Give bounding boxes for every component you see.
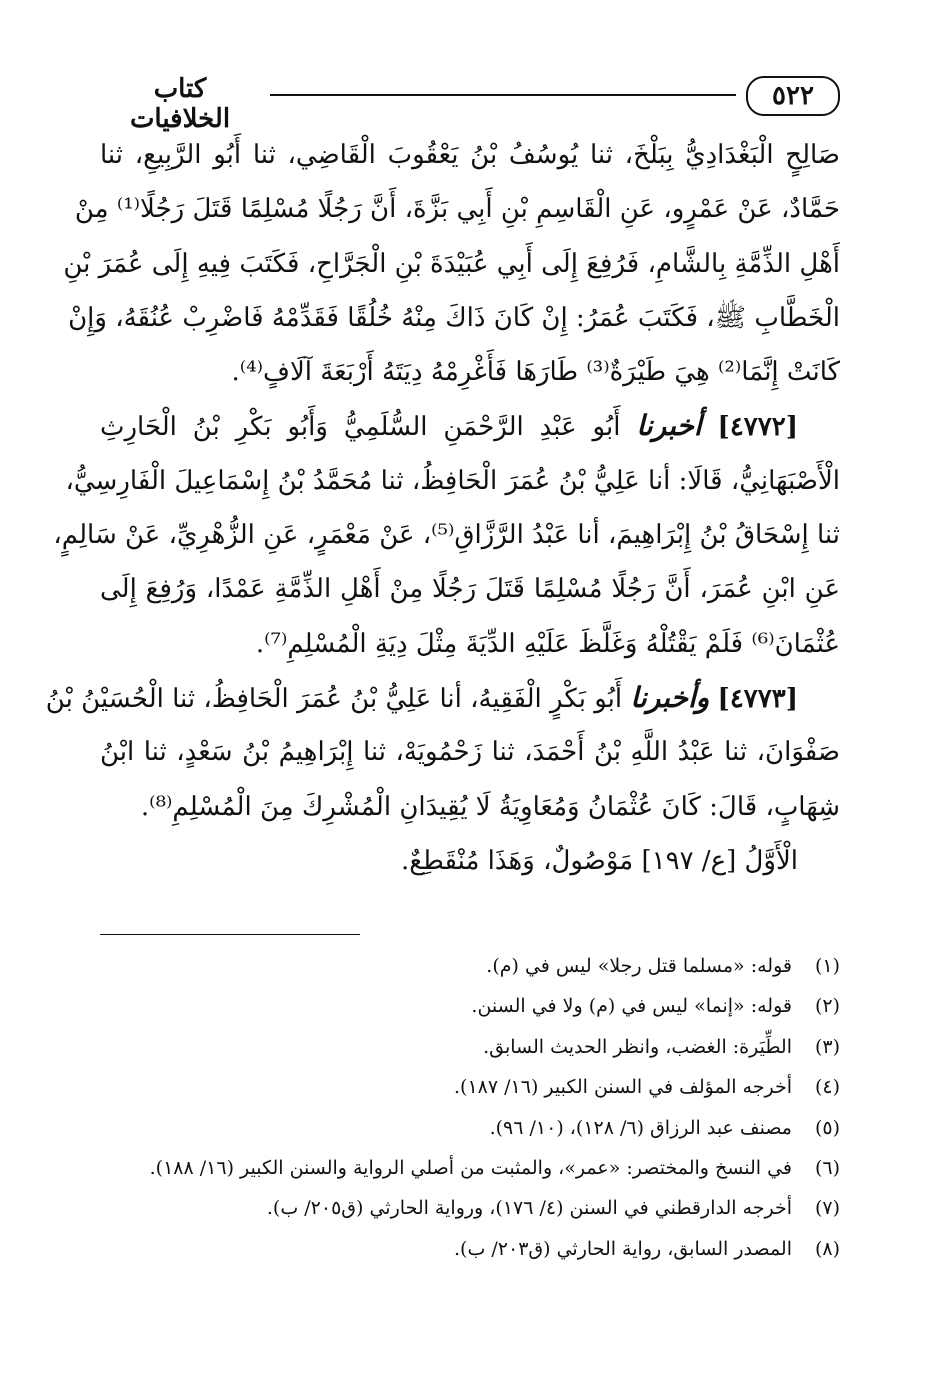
page-number: ٥٢٢ <box>746 76 840 116</box>
footnote-text: المصدر السابق، رواية الحارثي (ق٢٠٣/ ب). <box>454 1237 792 1260</box>
footnote-number: (١) <box>814 955 840 977</box>
footnote-text: أخرجه المؤلف في السنن الكبير (١٦/ ١٨٧). <box>454 1076 792 1099</box>
text-line: عَنِ ابْنِ عُمَرَ، أَنَّ رَجُلًا مُسْلِمًا قَتَلَ رَجُلًا مِنْ أَهْلِ الذِّمَّةِ عَمْدًا، وَرُفِعَ إِلَى <box>100 574 840 605</box>
text-line: عُثْمَانَ⁽⁶⁾ فَلَمْ يَقْتُلْهُ وَغَلَّظَ عَلَيْهِ الدِّيَةَ مِثْلَ دِيَةِ الْمُسْلِمِ⁽⁷⁾. <box>255 628 840 659</box>
text-line: صَالِحٍ الْبَغْدَادِيُّ بِبَلْخَ، ثنا يُوسُفُ بْنُ يَعْقُوبَ الْقَاضِي، ثنا أَبُو الرَّبِيعِ، ثنا <box>100 140 840 170</box>
footnote <box>100 1108 840 1148</box>
hadith-keyword: وأخبرنا <box>630 680 710 714</box>
footnote <box>100 1067 840 1107</box>
footnote-separator <box>100 934 360 935</box>
hadith-4772-first-line <box>100 399 840 453</box>
header-rule <box>270 94 736 96</box>
text-line: الْأَصْبَهَانِيُّ، قَالَا: أنا عَلِيُّ بْنُ عُمَرَ الْحَافِظُ، ثنا مُحَمَّدُ بْنُ إِسْمَاعِيلَ الْفَارِسِيُّ، <box>65 465 840 496</box>
footnote-text: الطِّيَرة: الغضب، وانظر الحديث السابق. <box>483 1035 792 1058</box>
footnote-number: (٣) <box>814 1035 840 1058</box>
footnote-number: (٥) <box>814 1116 840 1139</box>
text-line: صَفْوَانَ، ثنا عَبْدُ اللَّهِ بْنُ أَحْمَدَ، ثنا زَحْمُويَهْ، ثنا إِبْرَاهِيمُ بْنُ سَعْدٍ، ثنا ابْنُ <box>100 737 840 768</box>
text-span: أَبُو عَبْدِ الرَّحْمَنِ السُّلَمِيُّ وَأَبُو بَكْرِ بْنُ الْحَارِثِ <box>100 412 621 443</box>
text-line: الْخَطَّابِ ﷺ، فَكَتَبَ عُمَرُ: إِنْ كَانَ ذَاكَ مِنْهُ خُلُقًا فَقَدِّمْهُ فَاضْرِبْ عُنُقَهُ، وَإِنْ <box>68 302 840 333</box>
footnote-text: أخرجه الدارقطني في السنن (٤/ ١٧٦)، ورواية الحارثي (ق٢٠٥/ ب). <box>266 1197 792 1220</box>
hadith-4773-first-line <box>45 671 840 725</box>
footnote <box>100 946 840 986</box>
footnote <box>100 1148 840 1188</box>
footnote <box>100 1027 840 1067</box>
footnote <box>100 1188 840 1228</box>
footnote-text: قوله: «مسلما قتل رجلا» ليس في (م). <box>486 955 792 977</box>
hadith-number: [٤٧٧٣] <box>717 683 798 714</box>
page-header <box>100 70 840 134</box>
footnote-number: (٢) <box>814 995 840 1018</box>
footnote-number: (٧) <box>814 1197 840 1220</box>
footnote-number: (٤) <box>814 1076 840 1099</box>
closing-line: الْأَوَّلُ [ع/ ١٩٧] مَوْصُولٌ، وَهَذَا مُنْقَطِعٌ. <box>401 845 798 876</box>
text-line: شِهَابٍ، قَالَ: كَانَ عُثْمَانُ وَمُعَاوِيَةُ لَا يُقِيدَانِ الْمُشْرِكَ مِنَ الْمُسْلِمِ⁽⁸⁾. <box>140 791 840 822</box>
main-text <box>45 128 840 888</box>
footnote-text: قوله: «إنما» ليس في (م) ولا في السنن. <box>471 995 792 1018</box>
hadith-number: [٤٧٧٢] <box>717 412 799 443</box>
footnote-number: (٦) <box>814 1156 840 1179</box>
text-span: أَبُو بَكْرٍ الْفَقِيهُ، أنا عَلِيُّ بْنُ عُمَرَ الْحَافِظُ، ثنا الْحُسَيْنُ بْنُ <box>45 683 623 714</box>
text-line: كَانَتْ إِنَّمَا⁽²⁾ هِيَ طَيْرَةٌ⁽³⁾ طَارَهَا فَأَغْرِمْهُ دِيَتَهُ أَرْبَعَةَ آلَافٍ⁽⁴⁾. <box>231 357 840 388</box>
book-title: كتاب الخلافيات <box>129 74 231 134</box>
footnote <box>100 986 840 1026</box>
text-line: أَهْلِ الذِّمَّةِ بِالشَّامِ، فَرُفِعَ إِلَى أَبِي عُبَيْدَةَ بْنِ الْجَرَّاحِ، فَكَتَبَ فِيهِ إِلَى عُمَرَ بْنِ <box>63 248 840 279</box>
footnote <box>100 1229 840 1269</box>
hadith-keyword: أخبرنا <box>636 409 702 443</box>
footnote-text: مصنف عبد الرزاق (٦/ ١٢٨)، (١٠/ ٩٦). <box>489 1116 792 1139</box>
footnote-text: في النسخ والمختصر: «عمر»، والمثبت من أصلي الرواية والسنن الكبير (١٦/ ١٨٨). <box>149 1156 792 1179</box>
footnotes <box>100 946 840 1269</box>
text-line: ثنا إِسْحَاقُ بْنُ إِبْرَاهِيمَ، أنا عَبْدُ الرَّزَّاقِ⁽⁵⁾، عَنْ مَعْمَرٍ، عَنِ الزُّهْرِيِّ، عَنْ سَالِمٍ، <box>53 520 840 551</box>
footnote-number: (٨) <box>814 1237 840 1260</box>
text-line: حَمَّادٌ، عَنْ عَمْرٍو، عَنِ الْقَاسِمِ بْنِ أَبِي بَزَّةَ، أَنَّ رَجُلًا مُسْلِمًا قَتَلَ رَجُلًا⁽¹⁾ مِنْ <box>74 194 840 225</box>
